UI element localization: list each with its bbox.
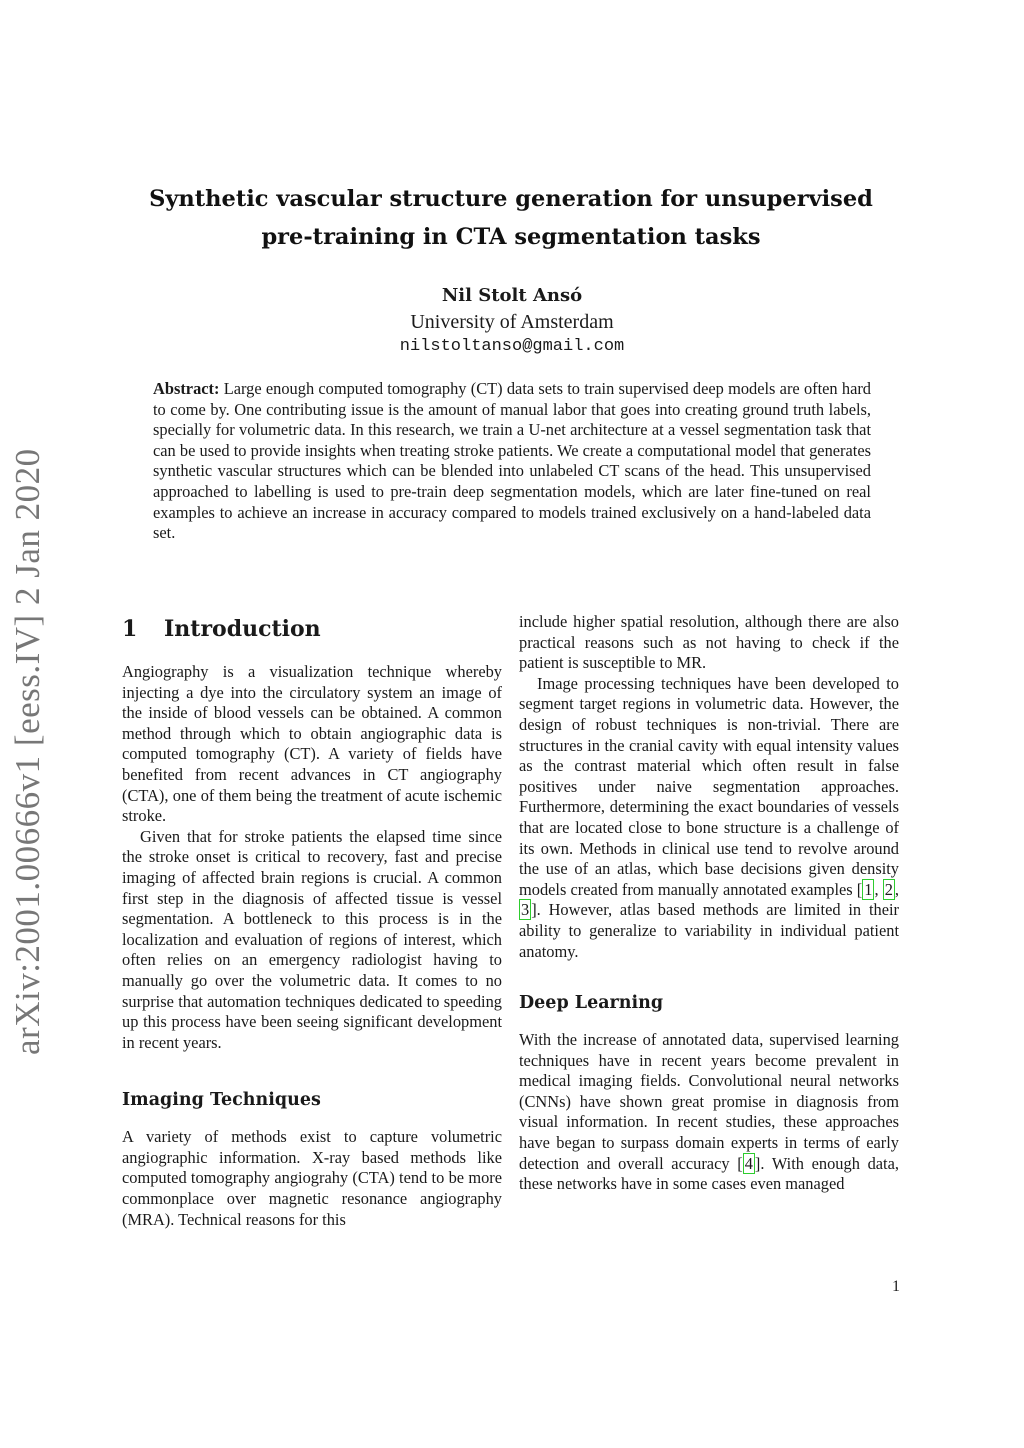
section-title: Introduction <box>164 616 321 642</box>
author-name: Nil Stolt Ansó <box>441 285 583 306</box>
left-column <box>122 612 502 1230</box>
section-heading-introduction <box>122 616 502 642</box>
deep-learning-text-end: ]. With enough data, these networks have in some cases even managed <box>519 1153 899 1194</box>
segmentation-text: Image processing techniques have been developed to segment target regions in volumetric data. However, the design of robust techniques is non-trivial. There are structures in the cranial cavity with equal intensity values as the contrast material which often result in false positives under naive segmentation approaches. Furthermore, determining the exact boundaries of vessels that are located close to bone structure is a challenge of its own. Methods in clinical use tend to revolve around the use of an atlas, which base decisions given density models created from manually annotated examples [ <box>519 673 899 899</box>
author-email[interactable]: nilstoltanso@gmail.com <box>399 337 625 356</box>
page-number: 1 <box>892 1278 900 1295</box>
subsection-heading-deep-learning: Deep Learning <box>519 993 664 1014</box>
citation-link[interactable]: 2 <box>884 879 893 899</box>
abstract-text: Large enough computed tomography (CT) data sets to train supervised deep models are often hard to come by. One contributing issue is the amount of manual labor that goes into creating ground truth labels, specially for volumetric data. In this research, we train a U-net architecture at a vessel segmentation task that can be used to provide insights when treating stroke patients. We create a computational model that generates synthetic vascular structures which can be blended into unlabeled CT scans of the head. This unsupervised approached to labelling is used to pre-train deep segmentation models, which are later fine-tuned on real examples to achieve an increase in accuracy compared to models trained exclusively on a hand-labeled data set. <box>153 379 872 543</box>
segmentation-paragraph: Image processing techniques have been developed to segment target regions in volumetric data. However, the design of robust techniques is non-trivial. There are structures in the cranial cavity with equal intensity values as the contrast material which often result in false positives under naive segmentation approaches. Furthermore, determining the exact boundaries of vessels that are located close to bone structure is a challenge of its own. Methods in clinical use tend to revolve around the use of an atlas, which base decisions given density models created from manually annotated examples [ 1 , 2 , 3 ]. However, atlas based methods are limited in their ability to generalize to variability in individual patient anatomy. <box>519 673 899 961</box>
intro-paragraph-1: Angiography is a visualization technique whereby injecting a dye into the circulatory system an image of the inside of blood vessels can be obtained. A common method through which to obtain angiographic data is computed tomography (CT). A variety of fields have benefited from recent advances in CT angiography (CTA), one of them being the treatment of acute ischemic stroke. <box>122 662 502 826</box>
right-column <box>519 612 899 1195</box>
paper-title-line-2: pre-training in CTA segmentation tasks <box>261 224 761 250</box>
segmentation-text-end: ]. However, atlas based methods are limited in their ability to generalize to variability in individual patient anatomy. <box>519 900 899 961</box>
paper-title <box>120 180 902 256</box>
author-block <box>0 282 1024 360</box>
citation-link[interactable]: 4 <box>744 1153 753 1173</box>
deep-learning-text: With the increase of annotated data, supervised learning techniques have in recent years become prevalent in medical imaging fields. Convolutional neural networks (CNNs) have shown great promise in diagnosis from visual information. In recent studies, these approaches have began to surpass domain experts in terms of early detection and overall accuracy [ <box>519 1030 899 1173</box>
imaging-paragraph-1: A variety of methods exist to capture volumetric angiographic information. X-ray based methods like computed tomography angiograhy (CTA) tend to be more commonplace over magnetic resonance angiography (MRA). Technical reasons for this <box>122 1127 502 1229</box>
author-affiliation: University of Amsterdam <box>410 311 614 333</box>
section-number: 1 <box>122 616 138 642</box>
arxiv-identifier-stamp: arXiv:2001.00666v1 [eess.IV] 2 Jan 2020 <box>8 448 47 1055</box>
intro-paragraph-2: Given that for stroke patients the elapsed time since the stroke onset is critical to recovery, fast and precise imaging of affected brain regions is crucial. A common first step in the diagnosis of affected tissue is vessel segmentation. A bottleneck to this process is in the localization and evaluation of regions of interest, which often relies on an emergency radiologist having to manually go over the volumetric data. It comes to no surprise that automation techniques dedicated to speeding up this process have been seeing significant development in recent years. <box>122 826 502 1052</box>
citation-link[interactable]: 3 <box>521 900 530 920</box>
subsection-heading-imaging-techniques: Imaging Techniques <box>122 1090 321 1111</box>
deep-learning-paragraph <box>519 1030 899 1195</box>
abstract <box>153 379 871 544</box>
citation-link[interactable]: 1 <box>864 879 873 899</box>
imaging-paragraph-continued: include higher spatial resolution, although there are also practical reasons such as not having to check if the patient is susceptible to MR. <box>519 612 899 673</box>
paper-title-line-1: Synthetic vascular structure generation for unsupervised <box>149 186 873 212</box>
abstract-label: Abstract: <box>153 379 220 398</box>
